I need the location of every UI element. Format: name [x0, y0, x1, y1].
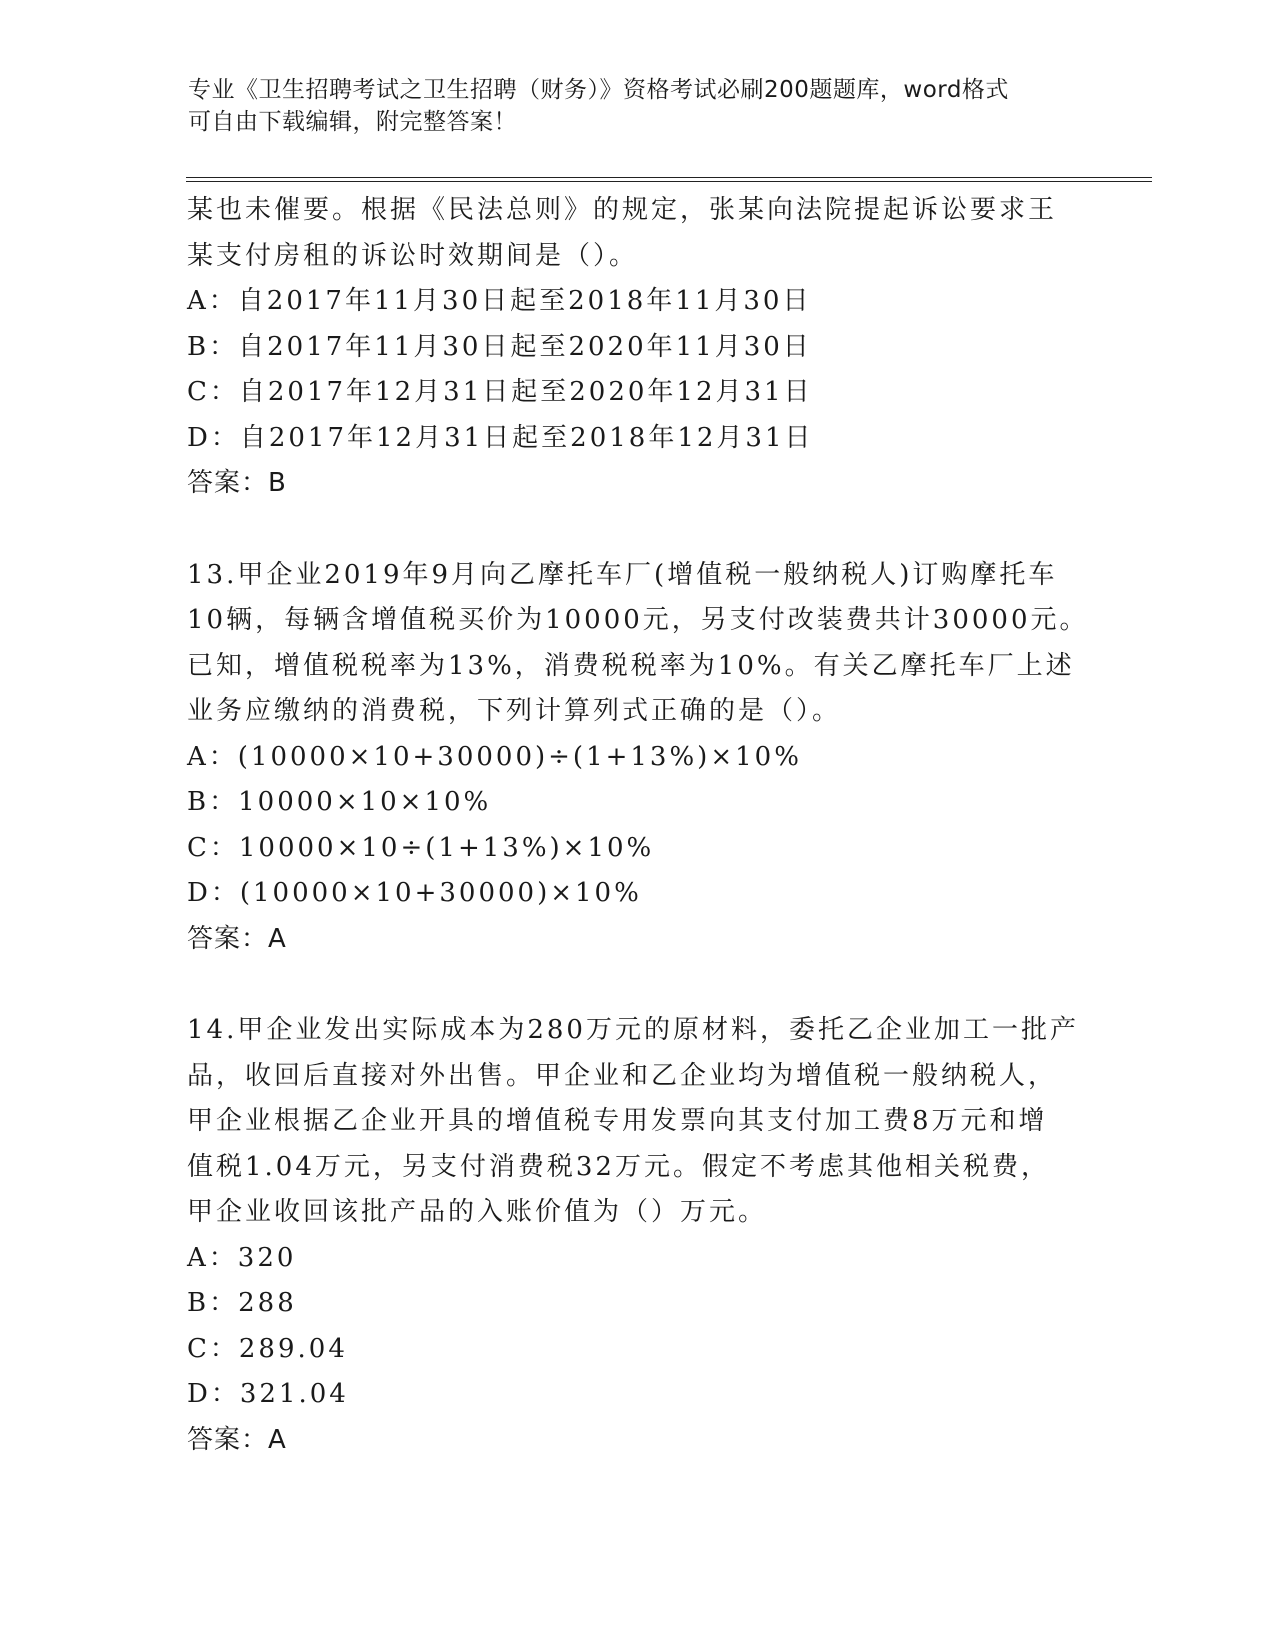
question-stem-line: 14.甲企业发出实际成本为280万元的原材料，委托乙企业加工一批产	[187, 1015, 1079, 1045]
option-d: D：321.04	[187, 1379, 349, 1409]
answer-line: 答案：A	[187, 923, 287, 954]
option-b: B：10000×10×10%	[187, 787, 492, 817]
question-stem-line: 已知，增值税税率为13%，消费税税率为10%。有关乙摩托车厂上述	[187, 650, 1075, 681]
answer-line: 答案：B	[187, 468, 287, 498]
question-stem-line: 业务应缴纳的消费税，下列计算列式正确的是（）。	[187, 696, 842, 726]
option-a: A：320	[187, 1242, 297, 1273]
question-stem-line: 10辆，每辆含增值税买价为10000元，另支付改装费共计30000元。	[187, 605, 1089, 635]
question-stem-line: 某也未催要。根据《民法总则》的规定，张某向法院提起诉讼要求王	[187, 195, 1058, 225]
question-stem-line: 甲企业收回该批产品的入账价值为（）万元。	[187, 1197, 768, 1227]
answer-line: 答案：A	[187, 1424, 287, 1455]
option-c: C：10000×10÷(1+13%)×10%	[187, 832, 655, 863]
question-stem-line: 值税1.04万元，另支付消费税32万元。假定不考虑其他相关税费，	[187, 1151, 1050, 1182]
document-header	[188, 74, 1068, 138]
question-item	[187, 553, 1087, 963]
option-a: A：自2017年11月30日起至2018年11月30日	[187, 286, 812, 316]
header-title-line-2: 可自由下载编辑，附完整答案！	[188, 109, 517, 135]
question-stem-line: 品，收回后直接对外出售。甲企业和乙企业均为增值税一般纳税人，	[187, 1060, 1058, 1091]
question-item	[187, 188, 1087, 507]
header-title-line-1: 专业《卫生招聘考试之卫生招聘（财务）》资格考试必刷200题题库，word格式	[188, 77, 1009, 103]
option-d: D：(10000×10+30000)×10%	[187, 878, 642, 908]
question-item	[187, 1008, 1087, 1463]
question-stem-line: 13.甲企业2019年9月向乙摩托车厂(增值税一般纳税人)订购摩托车	[187, 559, 1058, 590]
option-a: A：(10000×10+30000)÷(1+13%)×10%	[187, 741, 802, 772]
question-stem-line: 甲企业根据乙企业开具的增值税专用发票向其支付加工费8万元和增	[187, 1106, 1048, 1136]
option-b: B：288	[187, 1288, 297, 1318]
header-divider	[186, 177, 1152, 182]
option-c: C：289.04	[187, 1333, 348, 1364]
option-b: B：自2017年11月30日起至2020年11月30日	[187, 331, 812, 362]
option-c: C：自2017年12月31日起至2020年12月31日	[187, 377, 813, 407]
option-d: D：自2017年12月31日起至2018年12月31日	[187, 422, 814, 453]
document-body	[187, 188, 1087, 1463]
question-stem-line: 某支付房租的诉讼时效期间是（）。	[187, 240, 639, 271]
